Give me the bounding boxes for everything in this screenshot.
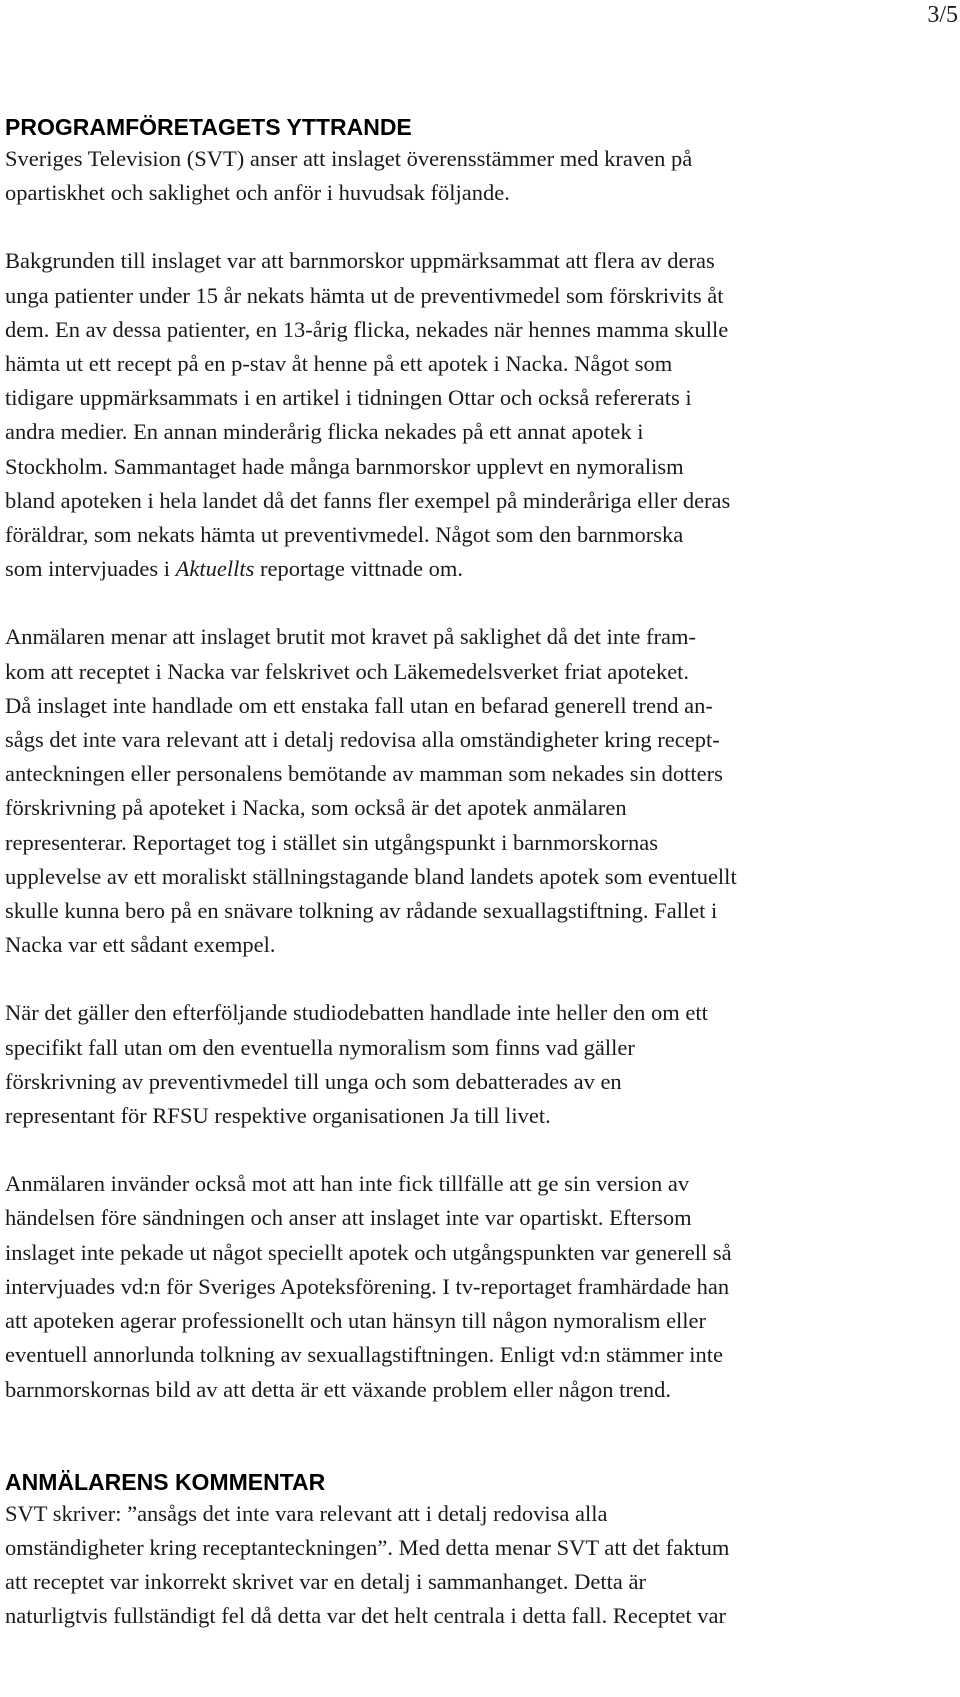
section-heading: PROGRAMFÖRETAGETS YTTRANDE [5,114,412,140]
paragraph [5,244,905,586]
paragraph: Sveriges Television (SVT) anser att inslaget överensstämmer med kraven på opartiskhet och saklighet och anför i huvudsak följande. [5,146,693,206]
section-programforetagets-yttrande [5,112,905,1407]
paragraph: Anmälaren invänder också mot att han inte fick tillfälle att ge sin version av händelsen före sändningen och anser att inslaget inte var opartiskt. Eftersom inslaget inte pekade ut något speciellt apotek och utgångspunkten var generell så intervjuades vd:n för Sveriges Apoteksförening. I tv-reportaget framhärdade han att apoteken agerar professionellt och utan hänsyn till någon nymoralism eller eventuell annorlunda tolkning av sexuallagstiftningen. Enligt vd:n stämmer inte barnmorskornas bild av att detta är ett växande problem eller någon trend. [5,1171,732,1402]
section-anmalarens-kommentar [5,1467,905,1634]
paragraph-spacer [5,962,905,996]
section-spacer [5,1407,905,1467]
document-body [5,112,905,1634]
program-name-italic: Aktuellts [175,556,255,582]
paragraph-text: Bakgrunden till inslaget var att barnmorskor uppmärksammat att flera av deras unga patienter under 15 år nekats hämta ut de preventivmedel som förskrivits åt dem. En av dessa patienter, en 13-årig flicka, nekades när hennes mamma skulle hämta ut ett recept på en p-stav åt henne på ett apotek i Nacka. Något som tidigare uppmärksammats i en artikel i tidningen Ottar och också refererats i andra medier. En annan minderårig flicka nekades på ett annat apotek i Stockholm. Sammantaget hade många barnmorskor upplevt en nymoralism bland apoteken i hela landet då det fanns fler exempel på minderåriga eller deras föräldrar, som nekats hämta ut preventivmedel. Något som den barnmorska som intervjuades i [5,248,731,582]
paragraph: SVT skriver: ”ansågs det inte vara relevant att i detalj redovisa alla omständigheter kring receptanteckningen”. Med detta menar SVT att det faktum att receptet var inkorrekt skrivet var en detalj i sammanhanget. Detta är naturligtvis fullständigt fel då detta var det helt centrala i detta fall. Receptet var [5,1500,730,1629]
paragraph-spacer [5,1133,905,1167]
paragraph-spacer [5,586,905,620]
paragraph: När det gäller den efterföljande studiodebatten handlade inte heller den om ett specifikt fall utan om den eventuella nymoralism som finns vad gäller förskrivning av preventivmedel till unga och som debatterades av en representant för RFSU respektive organisationen Ja till livet. [5,1000,708,1129]
paragraph-spacer [5,210,905,244]
paragraph-text: reportage vittnade om. [254,556,464,582]
section-heading: ANMÄLARENS KOMMENTAR [5,1468,326,1495]
paragraph: Anmälaren menar att inslaget brutit mot kravet på saklighet då det inte fram- kom att receptet i Nacka var felskrivet och Läkemedelsverket friat apoteket. Då inslaget inte handlade om ett enstaka fall utan en befarad generell trend an- sågs det inte vara relevant att i detalj redovisa alla omständigheter kring recept- anteckningen eller personalens bemötande av mamman som nekades sin dotters förskrivning på apoteket i Nacka, som också är det apotek anmälaren representerar. Reportaget tog i stället sin utgångspunkt i barnmorskornas upplevelse av ett moraliskt ställningstagande bland landets apotek som eventuellt skulle kunna bero på en snävare tolkning av rådande sexuallagstiftning. Fallet i Nacka var ett sådant exempel. [5,624,737,958]
page-number: 3/5 [927,2,958,28]
